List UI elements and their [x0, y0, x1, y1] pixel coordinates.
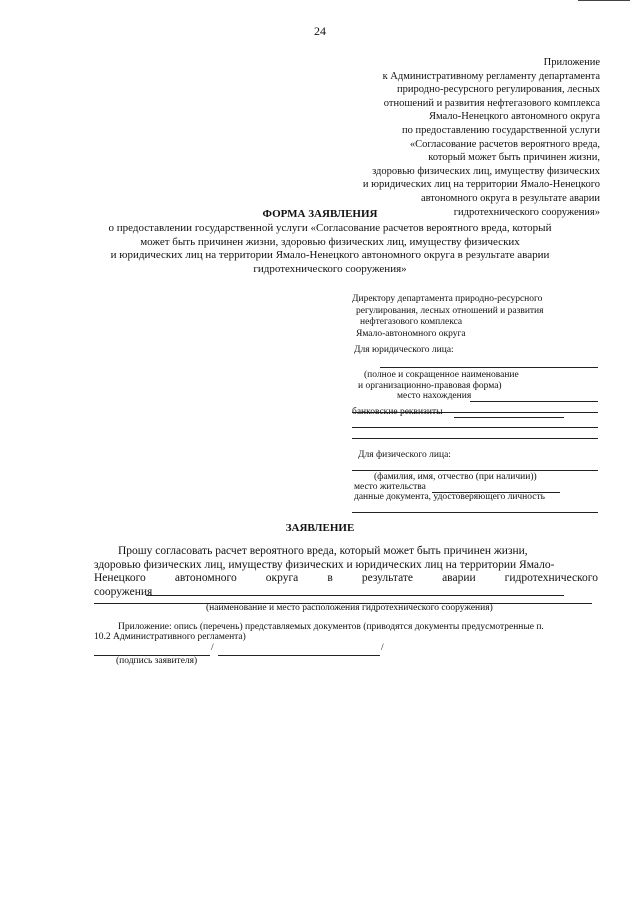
annex-line: автономного округа в результате аварии — [420, 192, 600, 204]
fio-field[interactable] — [352, 470, 598, 471]
annex-line: Ямало-Ненецкого автономного округа — [428, 111, 600, 123]
location-label: место нахождения — [397, 391, 472, 401]
identity-document-field[interactable] — [352, 512, 598, 513]
annex-line: по предоставлению государственной услуги — [402, 124, 600, 136]
statement-word: в — [327, 572, 333, 584]
bank-details-field-line2[interactable] — [352, 427, 598, 428]
form-title: ФОРМА ЗАЯВЛЕНИЯ — [262, 208, 378, 220]
signature-slash: / — [211, 643, 214, 653]
statement-text: сооружения — [94, 585, 153, 598]
page-number: 24 — [314, 24, 326, 38]
annex-line: который может быть причинен жизни, — [428, 152, 600, 164]
statement-word: Ненецкого — [94, 572, 146, 584]
appendix-line: Приложение: опись (перечень) представляемых документов (приводятся документы предусмотренные п. — [118, 622, 544, 632]
annex-block — [300, 56, 600, 219]
statement-word: автономного — [174, 572, 237, 584]
fio-hint: (фамилия, имя, отчество (при наличии)) — [374, 472, 537, 482]
statement-word: округа — [265, 572, 299, 584]
appendix-line: 10.2 Административного регламента) — [94, 632, 246, 642]
residence-label: место жительства — [354, 482, 426, 492]
statement-line — [94, 559, 598, 573]
annex-line: природно-ресурсного регулирования, лесных — [397, 84, 600, 96]
annex-line: к Административному регламенту департамента — [382, 70, 600, 82]
bank-details-field-line3[interactable] — [352, 438, 598, 439]
legal-name-field[interactable] — [380, 367, 598, 368]
bank-details-field[interactable] — [454, 417, 564, 418]
statement-text: Прошу согласовать расчет вероятного вреда, который может быть причинен жизни, — [118, 545, 528, 557]
annex-line: Приложение — [543, 57, 600, 68]
annex-line: гидротехнического сооружения» — [453, 206, 600, 218]
structure-hint: (наименование и место расположения гидротехнического сооружения) — [206, 603, 493, 613]
addressee-line: нефтегазового комплекса — [360, 317, 463, 327]
statement-title: ЗАЯВЛЕНИЕ — [285, 522, 355, 534]
statement-word: гидротехнического — [504, 572, 598, 584]
statement-text: здоровью физических лиц, имуществу физических и юридических лиц на территории Ямало- — [94, 558, 555, 571]
signature-hint: (подпись заявителя) — [116, 656, 198, 666]
annex-line: здоровью физических лиц, имуществу физических — [372, 165, 600, 177]
statement-line — [94, 545, 598, 559]
signature-name-field[interactable] — [218, 655, 380, 656]
form-subtitle-line: гидротехнического сооружения» — [253, 262, 407, 275]
location-field[interactable] — [470, 401, 598, 402]
physical-person-label: Для физического лица: — [358, 450, 451, 460]
legal-form-hint: и организационно-правовая форма) — [358, 381, 502, 391]
structure-name-field[interactable] — [146, 595, 564, 596]
addressee-line: регулирования, лесных отношений и развития — [356, 305, 544, 316]
legal-name-hint: (полное и сокращенное наименование — [364, 370, 519, 380]
legal-entity-label: Для юридического лица: — [354, 345, 454, 355]
statement-line — [94, 572, 598, 586]
statement-body — [94, 545, 598, 599]
bank-details-label: банковские реквизиты — [352, 407, 443, 417]
annex-line: «Согласование расчетов вероятного вреда, — [409, 138, 600, 150]
annex-line: и юридических лиц на территории Ямало-Ненецкого — [362, 179, 600, 191]
top-edge-rule — [578, 0, 630, 1]
statement-word: результате — [361, 572, 414, 584]
statement-word: аварии — [442, 572, 476, 584]
form-subtitle-line: может быть причинен жизни, здоровью физических лиц, имуществу физических — [140, 235, 520, 248]
addressee-line: Директору департамента природно-ресурсного — [352, 294, 543, 304]
form-subtitle-line: и юридических лиц на территории Ямало-Ненецкого автономного округа в результате аварии — [110, 249, 550, 261]
annex-line: отношений и развития нефтегазового комплекса — [383, 97, 600, 109]
form-subtitle-line: о предоставлении государственной услуги «Согласование расчетов вероятного вреда, который — [108, 222, 552, 234]
addressee-line: Ямало-автономного округа — [356, 328, 466, 339]
statement-line — [94, 586, 598, 600]
addressee-block — [352, 294, 544, 340]
signature-slash: / — [381, 643, 384, 653]
identity-document-label: данные документа, удостоверяющего личность — [354, 492, 545, 502]
form-subtitle — [70, 222, 590, 276]
